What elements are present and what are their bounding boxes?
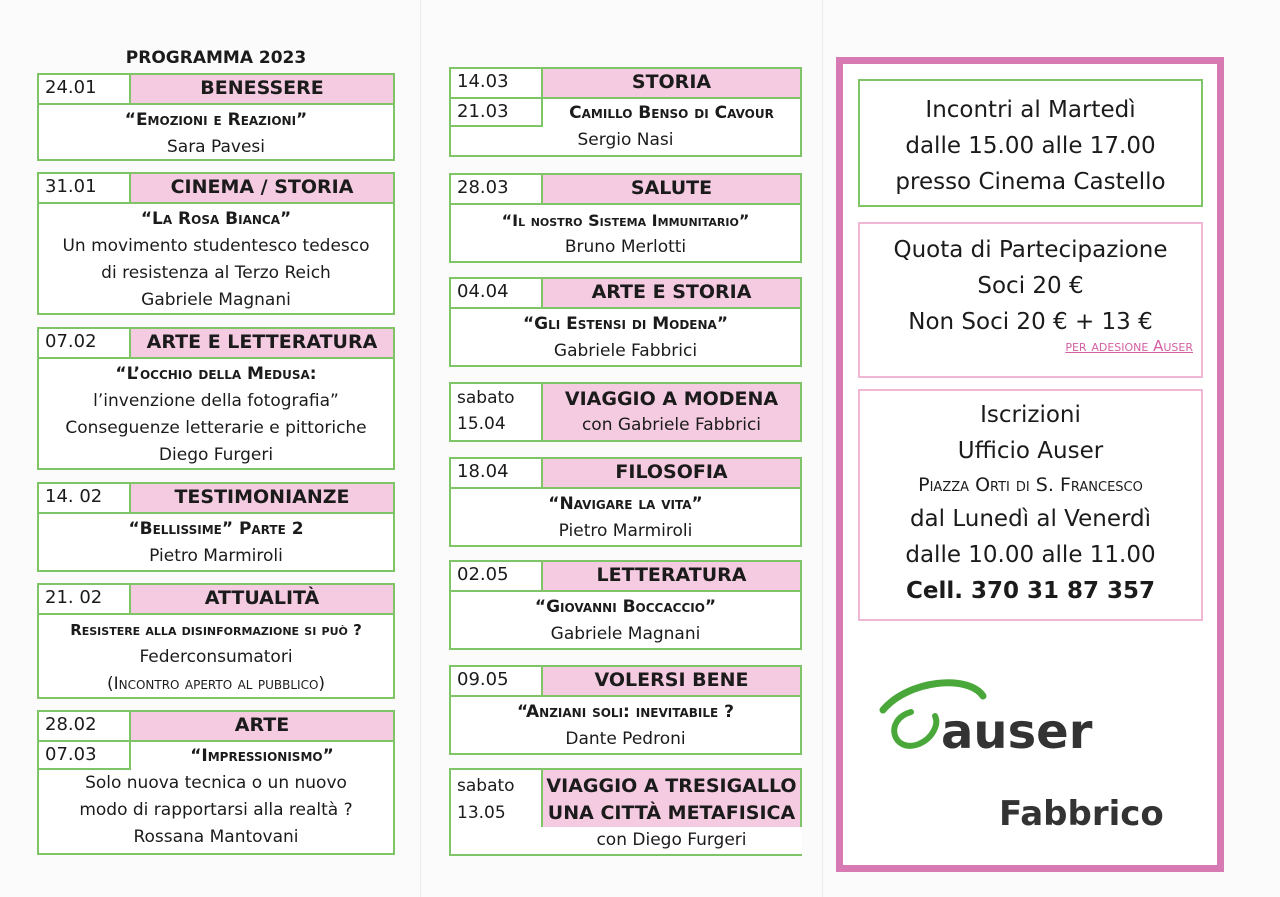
program-title: PROGRAMMA 2023 <box>125 48 307 68</box>
event-card <box>37 327 395 470</box>
event-card <box>449 457 802 547</box>
event-title: “Giovanni Boccaccio” <box>534 597 717 617</box>
event-category: ARTE <box>131 712 393 740</box>
event-date-second: 21.03 <box>451 99 543 127</box>
event-category: VIAGGIO A MODENA <box>564 388 779 410</box>
event-date: 13.05 <box>457 803 506 823</box>
registration-phone: Cell. 370 31 87 357 <box>905 578 1156 604</box>
logo-wordmark: auser <box>941 704 1093 760</box>
event-card <box>449 768 802 856</box>
event-weekday: sabato <box>457 388 515 408</box>
event-card <box>449 665 802 755</box>
fold-line <box>420 0 421 897</box>
fee-non-members: Non Soci 20 € + 13 € <box>908 309 1153 335</box>
meetings-time: dalle 15.00 alle 17.00 <box>905 133 1156 159</box>
event-title: “Impressionismo” <box>190 746 334 766</box>
event-title: “Emozioni e Reazioni” <box>124 110 308 130</box>
fee-box <box>858 222 1203 378</box>
event-speaker: Pietro Marmiroli <box>149 546 283 566</box>
event-card <box>449 67 802 157</box>
event-title: “Gli Estensi di Modena” <box>523 314 728 334</box>
event-card <box>37 482 395 572</box>
fold-line <box>822 0 823 897</box>
fee-members: Soci 20 € <box>977 273 1084 299</box>
event-description: modo di rapportarsi alla realtà ? <box>79 800 353 820</box>
event-speaker: Sergio Nasi <box>577 130 674 150</box>
registration-box <box>858 389 1203 621</box>
event-category: ATTUALITÀ <box>131 585 393 613</box>
event-card <box>37 710 395 855</box>
event-speaker: Gabriele Magnani <box>550 624 701 644</box>
fee-title: Quota di Partecipazione <box>893 237 1168 263</box>
event-card <box>449 277 802 367</box>
event-category: STORIA <box>543 69 800 97</box>
event-date: 07.02 <box>39 329 131 357</box>
event-date: 31.01 <box>39 174 131 202</box>
event-date-second: 07.03 <box>39 742 131 770</box>
event-title: “Il nostro Sistema Immunitario” <box>501 211 750 230</box>
event-category-line2: UNA CITTÀ METAFISICA <box>547 801 796 824</box>
event-category: LETTERATURA <box>543 562 800 590</box>
event-category: VIAGGIO A TRESIGALLO <box>546 774 797 797</box>
event-speaker: Sara Pavesi <box>166 137 266 157</box>
event-date: 04.04 <box>451 279 543 307</box>
event-speaker: Pietro Marmiroli <box>558 521 693 541</box>
logo-place: Fabbrico <box>999 794 1164 834</box>
event-date: 02.05 <box>451 562 543 590</box>
event-title: “Bellissime” Parte 2 <box>128 519 304 539</box>
event-category: CINEMA / STORIA <box>131 174 393 202</box>
event-title: “Anziani soli: inevitabile ? <box>517 702 734 722</box>
meetings-place: presso Cinema Castello <box>895 169 1166 195</box>
meetings-box <box>858 79 1203 207</box>
event-date: 24.01 <box>39 75 131 103</box>
event-date: 18.04 <box>451 459 543 487</box>
event-speaker: Diego Furgeri <box>158 445 274 465</box>
event-date: 28.02 <box>39 712 131 740</box>
event-title: “La Rosa Bianca” <box>140 209 292 229</box>
event-category: TESTIMONIANZE <box>131 484 393 512</box>
event-card <box>37 73 395 161</box>
event-date: 14.03 <box>451 69 543 97</box>
event-date: 14. 02 <box>39 484 131 512</box>
event-category: VOLERSI BENE <box>543 667 800 695</box>
event-card <box>449 382 802 442</box>
event-category: BENESSERE <box>131 75 393 103</box>
registration-days: dal Lunedì al Venerdì <box>909 506 1152 532</box>
event-category: FILOSOFIA <box>543 459 800 487</box>
event-title: “Navigare la vita” <box>548 494 703 514</box>
event-speaker: Gabriele Fabbrici <box>553 341 698 361</box>
event-card <box>449 173 802 263</box>
event-subtitle: con Gabriele Fabbrici <box>581 415 762 435</box>
event-category: ARTE E STORIA <box>543 279 800 307</box>
event-speaker: Federconsumatori <box>139 647 293 667</box>
registration-office: Ufficio Auser <box>957 438 1104 464</box>
event-description: Solo nuova tecnica o un nuovo <box>85 773 347 793</box>
event-title: Resistere alla disinformazione si può ? <box>70 621 362 639</box>
event-speaker: Dante Pedroni <box>565 729 686 749</box>
fee-note-link[interactable]: per adesione Auser <box>1065 337 1193 355</box>
event-card <box>37 172 395 315</box>
event-category: SALUTE <box>543 175 800 203</box>
meetings-day: Incontri al Martedì <box>925 97 1136 123</box>
event-category: ARTE E LETTERATURA <box>131 329 393 357</box>
event-description: Conseguenze letterarie e pittoriche <box>65 418 367 438</box>
registration-hours: dalle 10.00 alle 11.00 <box>905 542 1156 568</box>
registration-address: Piazza Orti di S. Francesco <box>918 474 1143 496</box>
event-speaker: Rossana Mantovani <box>133 827 299 847</box>
registration-title: Iscrizioni <box>980 402 1081 428</box>
event-title: “L’occhio della Medusa: <box>115 364 317 384</box>
event-title: Camillo Benso di Cavour <box>569 103 774 123</box>
event-speaker: Bruno Merlotti <box>564 237 687 257</box>
event-note: (Incontro aperto al pubblico) <box>106 674 326 694</box>
event-date: 21. 02 <box>39 585 131 613</box>
event-speaker: Gabriele Magnani <box>141 290 291 310</box>
event-description: di resistenza al Terzo Reich <box>101 263 331 283</box>
event-description: Un movimento studentesco tedesco <box>62 236 370 256</box>
event-description: l’invenzione della fotografia” <box>93 391 339 411</box>
event-weekday: sabato <box>457 776 515 796</box>
info-panel <box>836 57 1224 872</box>
event-subtitle: con Diego Furgeri <box>541 827 802 854</box>
event-date: 09.05 <box>451 667 543 695</box>
event-card <box>449 560 802 650</box>
event-date: 15.04 <box>457 414 506 434</box>
event-date: 28.03 <box>451 175 543 203</box>
event-card <box>37 583 395 699</box>
